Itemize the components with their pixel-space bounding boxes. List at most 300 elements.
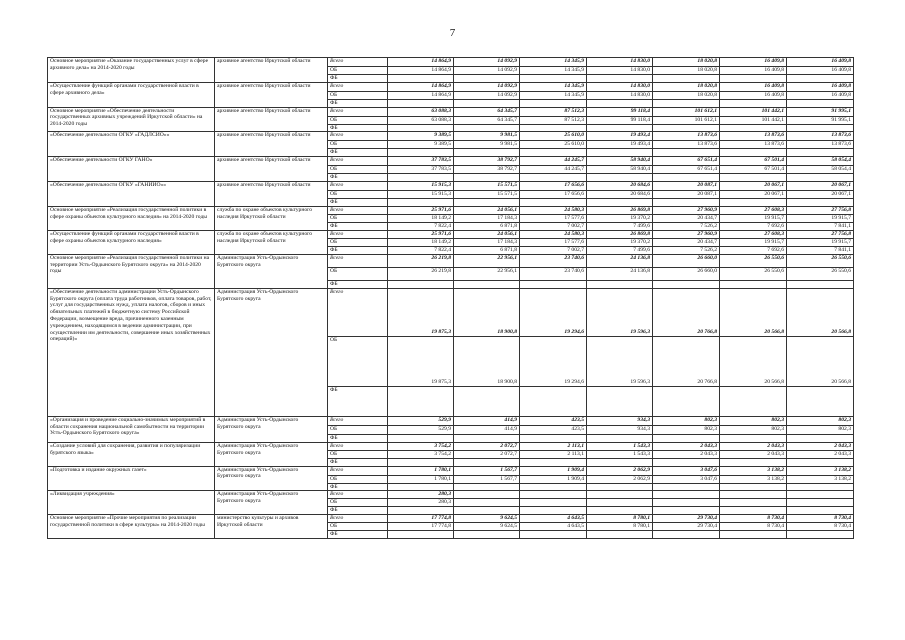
amount-cell: 6 871,8 [454,222,520,230]
funding-source-label: ФБ [328,246,388,254]
amount-cell: 15 571,5 [454,190,520,198]
funding-source-label: ФБ [328,458,388,466]
amount-cell: 15 571,5 [454,181,520,190]
amount-cell: 2 113,1 [520,450,587,458]
amount-cell: 58 940,4 [587,166,653,174]
amount-cell [587,149,653,157]
amount-cell: 16 409,8 [787,67,854,75]
funding-source-label: ОБ [328,238,388,246]
executor-name: архивное агентство Иркутской области [215,157,328,182]
amount-cell [388,507,454,515]
table-row-total [48,157,854,166]
table-row-total [48,58,854,67]
amount-cell [720,531,787,539]
funding-source-label: ОБ [328,523,388,531]
amount-cell: 58 054,4 [787,166,854,174]
activity-name: Основное мероприятие «Реализация государственной политики на территории Усть-Ордынского Бурятского округа» на 2014-2020 годы [48,254,215,288]
amount-cell: 2 043,3 [653,450,720,458]
activity-name: «Обеспечение деятельности администрации Усть-Ордынского Бурятского округа (оплата труда работников, оплата товаров, работ, услуг для государственных нужд, уплата налогов, сборов и иных обязательных платежей в бюджетную систему Российской Федерации, возмещение вреда, причиненного казенным учреждением, находящимся в ведении администрации, при осуществлении им деятельности, совершение иных хозяйственных операций)» [48,288,215,416]
amount-cell: 2 043,3 [787,450,854,458]
amount-cell: 17 774,8 [388,515,454,523]
amount-cell: 22 956,1 [454,254,520,267]
amount-cell: 7 822,4 [388,222,454,230]
amount-cell: 802,3 [720,416,787,425]
amount-cell: 2 043,3 [653,442,720,450]
activity-name: «Подготовка и издание окружных газет» [48,466,215,491]
amount-cell: 19 596,3 [587,288,653,336]
amount-cell: 17 656,6 [520,190,587,198]
amount-cell: 19 294,6 [520,288,587,336]
amount-cell: 8 730,4 [787,515,854,523]
amount-cell: 67 651,4 [653,166,720,174]
executor-name: служба по охране объектов культурного наследия Иркутской области [215,206,328,230]
amount-cell: 14 830,0 [587,67,653,75]
funding-source-label: Всего [328,491,388,499]
amount-cell: 64 345,7 [454,116,520,124]
amount-cell: 14 864,9 [388,82,454,91]
amount-cell: 99 118,4 [587,107,653,116]
amount-cell [720,483,787,491]
executor-name: Администрация Усть-Ордынского Бурятского округа [215,491,328,515]
amount-cell: 37 783,5 [388,166,454,174]
amount-cell [520,531,587,539]
amount-cell [720,507,787,515]
amount-cell: 7 692,6 [720,222,787,230]
amount-cell [520,124,587,132]
amount-cell: 16 409,8 [787,82,854,91]
amount-cell: 423,5 [520,416,587,425]
amount-cell [653,386,720,416]
amount-cell: 87 512,3 [520,107,587,116]
amount-cell: 19 915,7 [720,214,787,222]
amount-cell: 802,3 [720,425,787,434]
amount-cell: 18 149,2 [388,238,454,246]
amount-cell: 18 020,8 [653,58,720,67]
amount-cell: 9 981,5 [454,141,520,149]
amount-cell: 9 389,5 [388,141,454,149]
executor-name: архивное агентство Иркутской области [215,132,328,157]
activity-name: «Осуществление функций органами государственной власти в сфере охраны объектов культурного наследия» [48,230,215,254]
amount-cell: 14 864,9 [388,91,454,99]
amount-cell: 14 864,9 [388,58,454,67]
amount-cell [520,99,587,107]
funding-source-label: ФБ [328,222,388,230]
amount-cell [720,280,787,288]
amount-cell [787,507,854,515]
amount-cell [388,198,454,206]
amount-cell: 19 370,2 [587,238,653,246]
amount-cell: 934,3 [587,425,653,434]
amount-cell [388,458,454,466]
amount-cell [454,531,520,539]
amount-cell [388,386,454,416]
amount-cell [388,99,454,107]
amount-cell: 26 219,8 [388,254,454,267]
amount-cell: 23 740,6 [520,254,587,267]
amount-cell [454,75,520,83]
funding-source-label: ОБ [328,267,388,280]
amount-cell: 9 389,5 [388,132,454,141]
table-row-total [48,181,854,190]
amount-cell: 38 792,7 [454,157,520,166]
table-row-total [48,132,854,141]
amount-cell: 19 875,3 [388,336,454,386]
funding-source-label: ОБ [328,116,388,124]
amount-cell: 15 915,3 [388,181,454,190]
amount-cell [587,386,653,416]
amount-cell: 16 409,8 [720,82,787,91]
funding-source-label: ФБ [328,149,388,157]
executor-name: Администрация Усть-Ордынского Бурятского округа [215,288,328,416]
amount-cell [653,434,720,442]
funding-source-label: ОБ [328,67,388,75]
amount-cell: 802,3 [787,425,854,434]
amount-cell: 9 624,5 [454,523,520,531]
amount-cell: 7 526,2 [653,222,720,230]
amount-cell: 67 501,4 [720,166,787,174]
amount-cell: 7 692,6 [720,246,787,254]
amount-cell [388,75,454,83]
amount-cell: 14 092,9 [454,58,520,67]
amount-cell: 18 900,8 [454,288,520,336]
amount-cell: 2 072,7 [454,450,520,458]
amount-cell: 27 756,8 [787,206,854,214]
amount-cell [388,483,454,491]
amount-cell [454,149,520,157]
funding-source-label: ОБ [328,475,388,483]
amount-cell: 1 567,7 [454,466,520,475]
table-row-total [48,206,854,214]
amount-cell [587,99,653,107]
amount-cell: 67 651,4 [653,157,720,166]
amount-cell: 63 088,3 [388,116,454,124]
amount-cell [388,124,454,132]
amount-cell [653,458,720,466]
amount-cell: 13 873,6 [653,141,720,149]
funding-source-label: ФБ [328,99,388,107]
amount-cell [653,124,720,132]
amount-cell [720,75,787,83]
funding-source-label: ФБ [328,386,388,416]
amount-cell [587,458,653,466]
amount-cell [520,149,587,157]
amount-cell: 7 499,6 [587,246,653,254]
amount-cell: 3 138,2 [720,466,787,475]
amount-cell: 7 002,7 [520,222,587,230]
amount-cell: 27 960,9 [653,230,720,238]
amount-cell: 16 409,8 [787,91,854,99]
amount-cell: 14 864,9 [388,67,454,75]
amount-cell [587,280,653,288]
amount-cell [587,531,653,539]
amount-cell [787,75,854,83]
funding-source-label: Всего [328,442,388,450]
amount-cell: 1 780,1 [388,475,454,483]
amount-cell: 414,9 [454,425,520,434]
amount-cell: 15 915,3 [388,190,454,198]
funding-source-label: ОБ [328,450,388,458]
amount-cell: 17 656,6 [520,181,587,190]
amount-cell [787,280,854,288]
funding-source-label: ОБ [328,425,388,434]
amount-cell [388,149,454,157]
funding-source-label: Всего [328,107,388,116]
table-row-total [48,491,854,499]
funding-source-label: Всего [328,157,388,166]
amount-cell: 14 830,0 [587,91,653,99]
amount-cell [587,434,653,442]
amount-cell: 1 543,3 [587,450,653,458]
amount-cell [653,280,720,288]
amount-cell: 26 550,6 [720,254,787,267]
amount-cell: 20 566,8 [720,336,787,386]
amount-cell: 13 873,6 [720,141,787,149]
amount-cell [454,458,520,466]
amount-cell [454,507,520,515]
amount-cell: 2 062,9 [587,475,653,483]
amount-cell: 14 092,9 [454,67,520,75]
executor-name: архивное агентство Иркутской области [215,107,328,132]
amount-cell: 44 245,7 [520,166,587,174]
amount-cell: 37 783,5 [388,157,454,166]
amount-cell [787,531,854,539]
amount-cell: 20 566,8 [787,336,854,386]
amount-cell [388,280,454,288]
amount-cell [720,174,787,182]
amount-cell [587,491,653,499]
amount-cell: 101 612,1 [653,107,720,116]
activity-name: Основное мероприятие «Обеспечение деятельности государственных архивных учреждений Иркутской области» на 2014-2020 годы [48,107,215,132]
amount-cell [388,174,454,182]
amount-cell: 529,9 [388,425,454,434]
amount-cell [587,198,653,206]
amount-cell [454,99,520,107]
amount-cell: 20 684,6 [587,181,653,190]
amount-cell: 529,9 [388,416,454,425]
funding-source-label: Всего [328,82,388,91]
amount-cell: 7 526,2 [653,246,720,254]
amount-cell: 20 067,1 [720,181,787,190]
amount-cell: 25 971,6 [388,230,454,238]
amount-cell: 2 113,1 [520,442,587,450]
executor-name: архивное агентство Иркутской области [215,58,328,83]
amount-cell [454,499,520,507]
amount-cell: 20 766,8 [653,288,720,336]
amount-cell: 27 608,3 [720,230,787,238]
amount-cell: 14 092,9 [454,82,520,91]
amount-cell: 25 610,0 [520,141,587,149]
amount-cell: 101 442,1 [720,116,787,124]
amount-cell [454,491,520,499]
amount-cell: 20 766,8 [653,336,720,386]
amount-cell: 17 184,3 [454,238,520,246]
amount-cell: 7 002,7 [520,246,587,254]
amount-cell [520,174,587,182]
amount-cell [787,483,854,491]
amount-cell: 934,3 [587,416,653,425]
amount-cell: 20 067,1 [720,190,787,198]
amount-cell: 27 608,3 [720,206,787,214]
amount-cell: 19 875,3 [388,288,454,336]
amount-cell: 18 020,8 [653,82,720,91]
amount-cell [520,483,587,491]
funding-source-label: Всего [328,416,388,425]
executor-name: Администрация Усть-Ордынского Бурятского округа [215,466,328,491]
amount-cell: 63 088,3 [388,107,454,116]
amount-cell: 26 660,0 [653,267,720,280]
amount-cell: 24 056,1 [454,230,520,238]
amount-cell: 26 550,6 [720,267,787,280]
amount-cell: 2 043,3 [787,442,854,450]
amount-cell: 14 830,0 [587,58,653,67]
amount-cell: 16 409,8 [720,67,787,75]
funding-source-label: ФБ [328,174,388,182]
amount-cell: 19 915,7 [720,238,787,246]
amount-cell [587,75,653,83]
amount-cell [520,198,587,206]
funding-source-label: Всего [328,288,388,336]
amount-cell: 14 345,9 [520,58,587,67]
amount-cell: 58 054,4 [787,157,854,166]
table-row-total [48,107,854,116]
amount-cell: 2 062,9 [587,466,653,475]
funding-source-label: ФБ [328,531,388,539]
funding-source-label: ФБ [328,124,388,132]
amount-cell [787,124,854,132]
table-row-total [48,515,854,523]
amount-cell: 20 684,6 [587,190,653,198]
funding-source-label: ФБ [328,198,388,206]
amount-cell [720,434,787,442]
amount-cell [720,99,787,107]
funding-source-label: Всего [328,206,388,214]
amount-cell: 1 567,7 [454,475,520,483]
amount-cell: 26 869,8 [587,206,653,214]
amount-cell [454,483,520,491]
amount-cell: 20 434,7 [653,214,720,222]
amount-cell [787,458,854,466]
amount-cell: 3 138,2 [720,475,787,483]
executor-name: архивное агентство Иркутской области [215,82,328,107]
amount-cell: 18 020,8 [653,91,720,99]
amount-cell: 7 499,6 [587,222,653,230]
amount-cell: 1 543,3 [587,442,653,450]
amount-cell [787,198,854,206]
amount-cell: 414,9 [454,416,520,425]
amount-cell [653,75,720,83]
amount-cell: 29 730,4 [653,515,720,523]
funding-source-label: ФБ [328,434,388,442]
amount-cell [520,75,587,83]
executor-name: министерство культуры и архивов Иркутской области [215,515,328,539]
amount-cell: 280,3 [388,499,454,507]
budget-table [47,57,854,539]
table-row-total [48,82,854,91]
amount-cell: 1 909,4 [520,475,587,483]
amount-cell: 3 754,2 [388,442,454,450]
amount-cell [520,507,587,515]
amount-cell: 101 442,1 [720,107,787,116]
amount-cell [653,531,720,539]
funding-source-label: ОБ [328,214,388,222]
funding-source-label: Всего [328,181,388,190]
amount-cell: 87 512,3 [520,116,587,124]
amount-cell: 19 493,4 [587,132,653,141]
amount-cell: 9 981,5 [454,132,520,141]
amount-cell: 101 612,1 [653,116,720,124]
amount-cell [787,434,854,442]
amount-cell: 280,3 [388,491,454,499]
amount-cell: 16 409,8 [787,58,854,67]
amount-cell [653,491,720,499]
funding-source-label: ФБ [328,75,388,83]
amount-cell: 1 909,4 [520,466,587,475]
amount-cell [520,499,587,507]
amount-cell: 19 915,7 [787,214,854,222]
funding-source-label: ОБ [328,141,388,149]
amount-cell [520,386,587,416]
amount-cell: 2 072,7 [454,442,520,450]
table-row-total [48,288,854,336]
amount-cell [720,149,787,157]
amount-cell: 8 730,4 [720,523,787,531]
amount-cell: 13 873,6 [653,132,720,141]
funding-source-label: ОБ [328,166,388,174]
activity-name: Основное мероприятие «Прочие мероприятия по реализации государственной политики в сфере культуры» на 2014-2020 годы [48,515,215,539]
amount-cell: 20 067,1 [787,190,854,198]
funding-source-label: Всего [328,58,388,67]
table-row-total [48,230,854,238]
amount-cell: 8 730,4 [787,523,854,531]
amount-cell: 16 409,8 [720,91,787,99]
amount-cell: 24 136,8 [587,267,653,280]
amount-cell: 20 087,1 [653,190,720,198]
amount-cell: 22 956,1 [454,267,520,280]
amount-cell [787,491,854,499]
table-row-total [48,466,854,475]
amount-cell: 26 660,0 [653,254,720,267]
funding-source-label: ФБ [328,507,388,515]
amount-cell: 24 136,8 [587,254,653,267]
amount-cell: 17 184,3 [454,214,520,222]
amount-cell: 3 047,6 [653,466,720,475]
amount-cell [653,499,720,507]
amount-cell [653,483,720,491]
amount-cell [720,386,787,416]
amount-cell: 20 087,1 [653,181,720,190]
amount-cell: 802,3 [653,425,720,434]
funding-source-label: ОБ [328,336,388,386]
amount-cell: 27 960,9 [653,206,720,214]
amount-cell: 19 493,4 [587,141,653,149]
amount-cell: 8 780,1 [587,523,653,531]
amount-cell: 26 550,6 [787,254,854,267]
amount-cell [587,483,653,491]
amount-cell: 8 780,1 [587,515,653,523]
amount-cell: 3 138,2 [787,466,854,475]
amount-cell: 423,5 [520,425,587,434]
amount-cell: 58 940,4 [587,157,653,166]
amount-cell [720,124,787,132]
amount-cell: 14 345,9 [520,67,587,75]
funding-source-label: ОБ [328,499,388,507]
amount-cell: 38 792,7 [454,166,520,174]
amount-cell [587,124,653,132]
amount-cell: 44 245,7 [520,157,587,166]
funding-source-label: ФБ [328,280,388,288]
amount-cell [653,149,720,157]
table-row-total [48,254,854,267]
